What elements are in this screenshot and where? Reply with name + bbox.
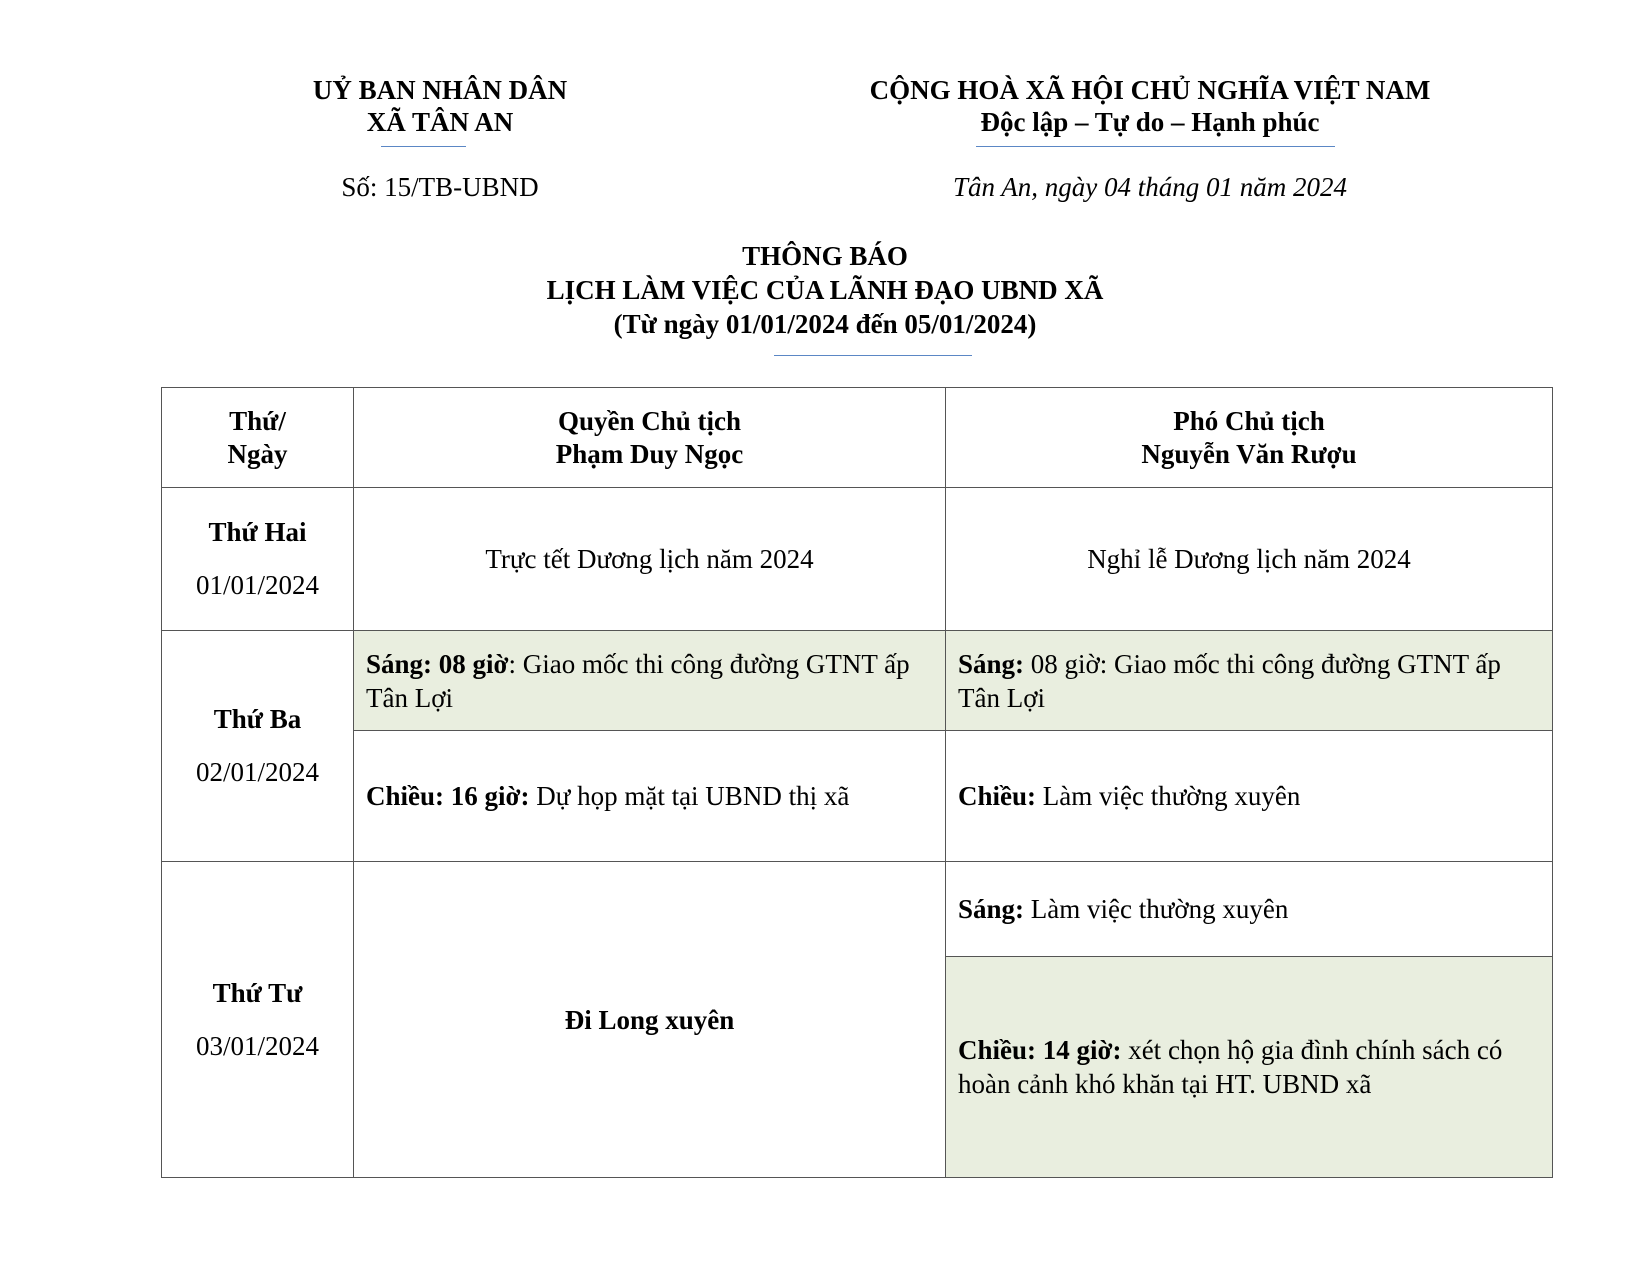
table-row <box>162 631 1553 731</box>
day-cell: Thứ Ba 02/01/2024 <box>162 631 354 862</box>
chair-morning: Sáng: 08 giờ: Giao mốc thi công đường GTNT ấp Tân Lợi <box>354 631 946 731</box>
nation-name: CỘNG HOÀ XÃ HỘI CHỦ NGHĨA VIỆT NAM <box>869 75 1431 105</box>
agency-underline <box>381 146 466 147</box>
agency-name: UỶ BAN NHÂN DÂN <box>312 75 568 105</box>
vice-morning: Sáng: 08 giờ: Giao mốc thi công đường GTNT ấp Tân Lợi <box>946 631 1553 731</box>
commune-name: XÃ TÂN AN <box>366 107 514 137</box>
table-header-row <box>162 388 1553 488</box>
title-line-3: (Từ ngày 01/01/2024 đến 05/01/2024) <box>613 309 1037 339</box>
day-cell: Thứ Hai 01/01/2024 <box>162 488 354 631</box>
header-vice-chair: Phó Chủ tịch Nguyễn Văn Rượu <box>946 388 1553 488</box>
vice-morning: Sáng: Làm việc thường xuyên <box>946 862 1553 957</box>
national-motto <box>820 74 1480 138</box>
header-chair: Quyền Chủ tịch Phạm Duy Ngọc <box>354 388 946 488</box>
table-row <box>162 488 1553 631</box>
vice-afternoon: Chiều: Làm việc thường xuyên <box>946 731 1553 862</box>
title-underline <box>774 355 972 356</box>
table-row <box>162 862 1553 957</box>
table-row <box>162 731 1553 862</box>
chair-schedule: Đi Long xuyên <box>354 862 946 1178</box>
title-line-2: LỊCH LÀM VIỆC CỦA LÃNH ĐẠO UBND XÃ <box>546 275 1104 305</box>
issuing-agency <box>210 74 670 138</box>
header-day: Thứ/ Ngày <box>162 388 354 488</box>
document-title <box>0 239 1650 341</box>
chair-afternoon: Chiều: 16 giờ: Dự họp mặt tại UBND thị xã <box>354 731 946 862</box>
motto: Độc lập – Tự do – Hạnh phúc <box>980 107 1320 137</box>
day-cell: Thứ Tư 03/01/2024 <box>162 862 354 1178</box>
chair-schedule: Trực tết Dương lịch năm 2024 <box>354 488 946 631</box>
schedule-table <box>161 387 1553 1178</box>
place-date: Tân An, ngày 04 tháng 01 năm 2024 <box>952 172 1347 202</box>
title-line-1: THÔNG BÁO <box>742 241 908 271</box>
motto-underline <box>976 146 1335 147</box>
vice-schedule: Nghỉ lễ Dương lịch năm 2024 <box>946 488 1553 631</box>
document-number: Số: 15/TB-UBND <box>341 172 539 202</box>
vice-afternoon: Chiều: 14 giờ: xét chọn hộ gia đình chính sách có hoàn cảnh khó khăn tại HT. UBND xã <box>946 957 1553 1178</box>
